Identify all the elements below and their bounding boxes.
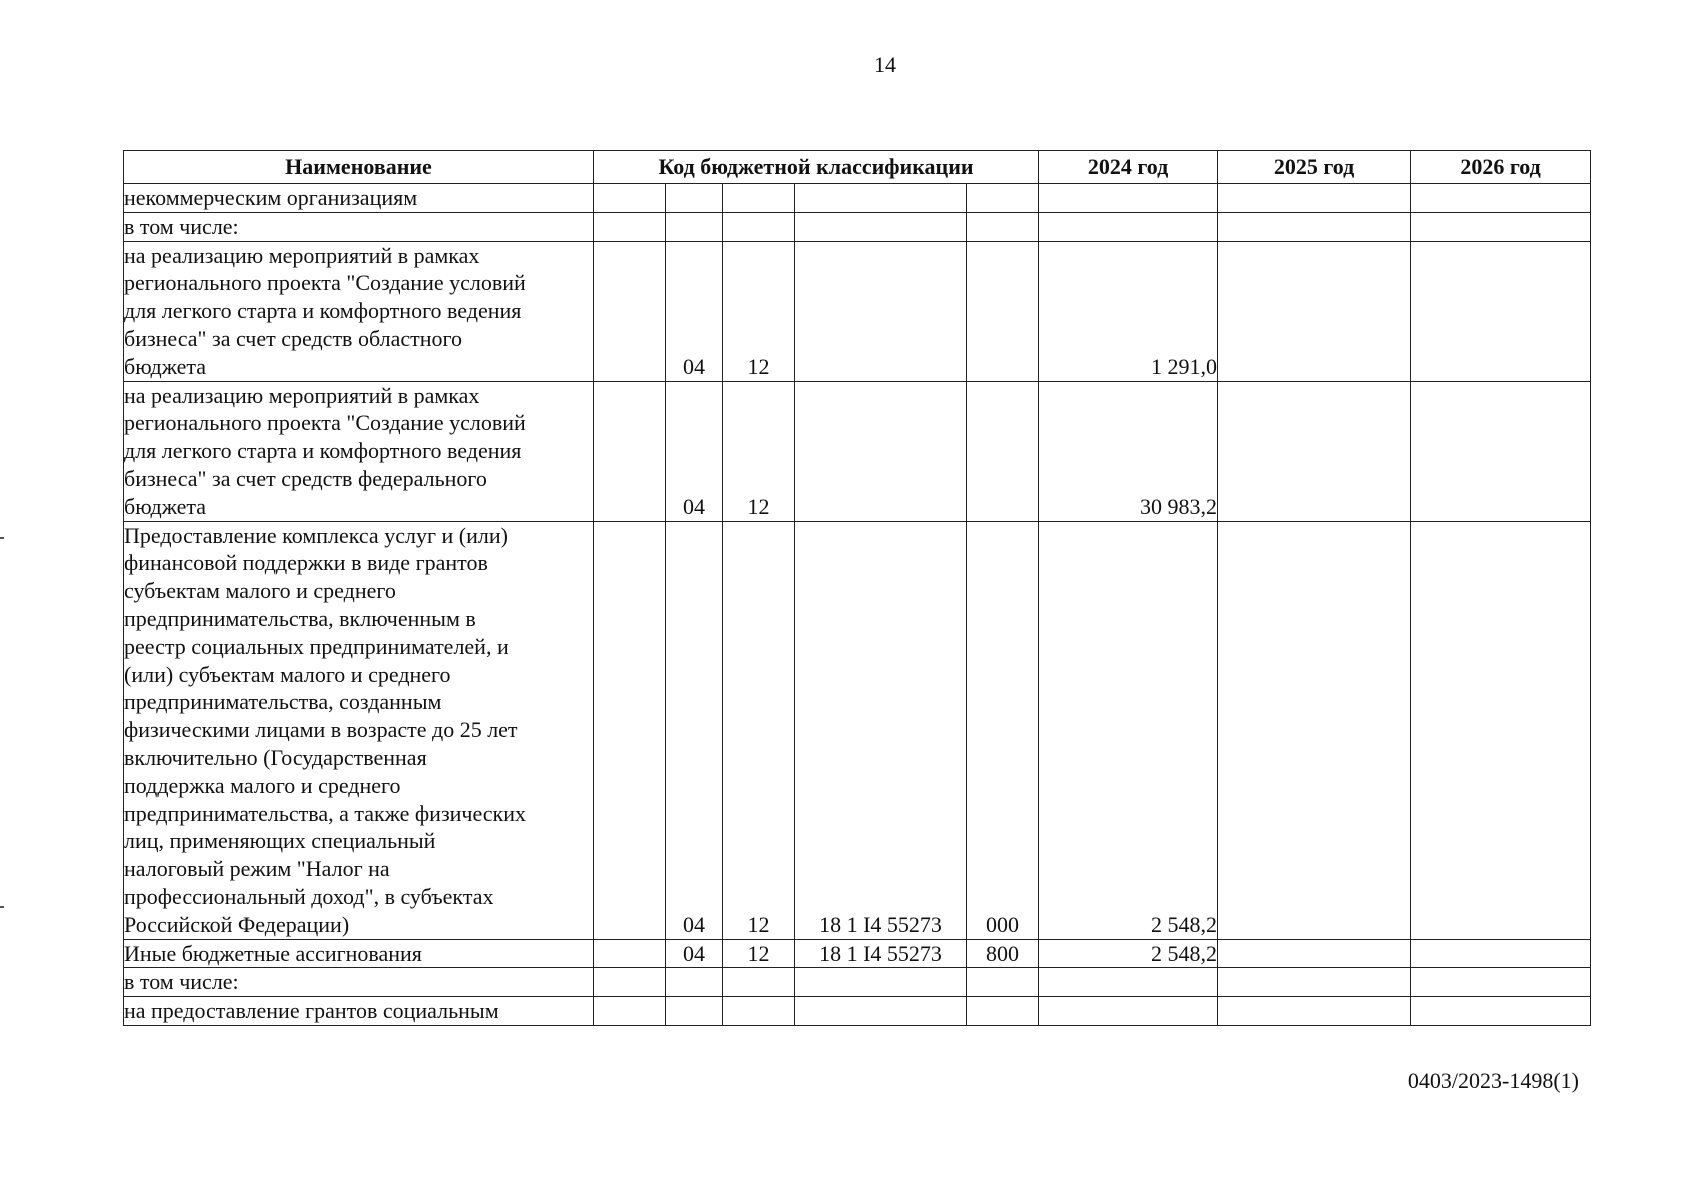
cell-code-subsection: 12 bbox=[723, 241, 795, 381]
cell-name: в том числе: bbox=[124, 212, 594, 241]
cell-code-section bbox=[666, 968, 723, 997]
cell-2026 bbox=[1411, 381, 1591, 521]
cell-2025 bbox=[1218, 968, 1411, 997]
cell-code-section bbox=[666, 212, 723, 241]
cell-code-section bbox=[666, 997, 723, 1026]
cell-2024: 2 548,2 bbox=[1039, 521, 1218, 939]
cell-code-target bbox=[795, 212, 967, 241]
scan-edge-mark bbox=[0, 906, 4, 908]
cell-code-section: 04 bbox=[666, 381, 723, 521]
cell-code-section: 04 bbox=[666, 241, 723, 381]
page-number: 14 bbox=[874, 52, 896, 77]
cell-2025 bbox=[1218, 381, 1411, 521]
table-row bbox=[124, 968, 1591, 997]
cell-2025 bbox=[1218, 212, 1411, 241]
cell-code-subsection: 12 bbox=[723, 939, 795, 968]
table-row bbox=[124, 241, 1591, 381]
cell-2024: 30 983,2 bbox=[1039, 381, 1218, 521]
table-row bbox=[124, 184, 1591, 213]
table-body bbox=[124, 184, 1591, 1026]
cell-2024 bbox=[1039, 968, 1218, 997]
cell-code-1 bbox=[594, 184, 666, 213]
cell-code-subsection: 12 bbox=[723, 381, 795, 521]
table-row bbox=[124, 521, 1591, 939]
cell-code-expense-type bbox=[967, 212, 1039, 241]
cell-code-subsection bbox=[723, 997, 795, 1026]
scan-edge-mark bbox=[0, 537, 4, 539]
cell-code-target bbox=[795, 184, 967, 213]
cell-2025 bbox=[1218, 939, 1411, 968]
cell-2026 bbox=[1411, 521, 1591, 939]
cell-code-subsection: 12 bbox=[723, 521, 795, 939]
cell-name: в том числе: bbox=[124, 968, 594, 997]
cell-code-1 bbox=[594, 968, 666, 997]
table-row bbox=[124, 212, 1591, 241]
header-code: Код бюджетной классификации bbox=[594, 151, 1039, 184]
header-2024: 2024 год bbox=[1039, 151, 1218, 184]
header-name: Наименование bbox=[124, 151, 594, 184]
cell-2026 bbox=[1411, 212, 1591, 241]
cell-2024: 2 548,2 bbox=[1039, 939, 1218, 968]
table-row bbox=[124, 939, 1591, 968]
cell-code-expense-type bbox=[967, 381, 1039, 521]
cell-code-1 bbox=[594, 939, 666, 968]
cell-name: на реализацию мероприятий в рамках регионального проекта "Создание условий для легкого старта и комфортного ведения бизнеса" за счет средств федерального бюджета bbox=[124, 381, 594, 521]
cell-2026 bbox=[1411, 939, 1591, 968]
cell-2025 bbox=[1218, 184, 1411, 213]
cell-code-target bbox=[795, 381, 967, 521]
cell-code-expense-type bbox=[967, 968, 1039, 997]
cell-code-expense-type: 800 bbox=[967, 939, 1039, 968]
document-code: 0403/2023-1498(1) bbox=[1407, 1068, 1579, 1093]
cell-2025 bbox=[1218, 241, 1411, 381]
budget-table bbox=[123, 150, 1591, 1026]
cell-code-1 bbox=[594, 212, 666, 241]
cell-2025 bbox=[1218, 521, 1411, 939]
cell-2025 bbox=[1218, 997, 1411, 1026]
cell-2024 bbox=[1039, 997, 1218, 1026]
table-row bbox=[124, 381, 1591, 521]
cell-2026 bbox=[1411, 241, 1591, 381]
table-row bbox=[124, 997, 1591, 1026]
cell-code-subsection bbox=[723, 184, 795, 213]
cell-code-1 bbox=[594, 241, 666, 381]
cell-code-expense-type bbox=[967, 997, 1039, 1026]
cell-code-target: 18 1 I4 55273 bbox=[795, 521, 967, 939]
cell-code-expense-type: 000 bbox=[967, 521, 1039, 939]
cell-2026 bbox=[1411, 968, 1591, 997]
cell-code-target: 18 1 I4 55273 bbox=[795, 939, 967, 968]
cell-code-1 bbox=[594, 381, 666, 521]
cell-name: на предоставление грантов социальным bbox=[124, 997, 594, 1026]
cell-code-section: 04 bbox=[666, 521, 723, 939]
header-2026: 2026 год bbox=[1411, 151, 1591, 184]
cell-name: на реализацию мероприятий в рамках регионального проекта "Создание условий для легкого старта и комфортного ведения бизнеса" за счет средств областного бюджета bbox=[124, 241, 594, 381]
cell-code-section bbox=[666, 184, 723, 213]
cell-code-1 bbox=[594, 997, 666, 1026]
table-header-row bbox=[124, 151, 1591, 184]
cell-name: Предоставление комплекса услуг и (или) финансовой поддержки в виде грантов субъектам малого и среднего предпринимательства, включенным в реестр социальных предпринимателей, и (или) субъектам малого и среднего предпринимательства, созданным физическими лицами в возрасте до 25 лет включительно (Государственная поддержка малого и среднего предпринимательства, а также физических лиц, применяющих специальный налоговый режим "Налог на профессиональный доход", в субъектах Российской Федерации) bbox=[124, 521, 594, 939]
cell-code-target bbox=[795, 241, 967, 381]
cell-code-expense-type bbox=[967, 241, 1039, 381]
cell-2026 bbox=[1411, 997, 1591, 1026]
cell-name: Иные бюджетные ассигнования bbox=[124, 939, 594, 968]
cell-code-subsection bbox=[723, 968, 795, 997]
cell-2024: 1 291,0 bbox=[1039, 241, 1218, 381]
cell-code-expense-type bbox=[967, 184, 1039, 213]
header-2025: 2025 год bbox=[1218, 151, 1411, 184]
cell-code-target bbox=[795, 997, 967, 1026]
cell-code-section: 04 bbox=[666, 939, 723, 968]
cell-2024 bbox=[1039, 212, 1218, 241]
cell-code-target bbox=[795, 968, 967, 997]
cell-2024 bbox=[1039, 184, 1218, 213]
cell-code-1 bbox=[594, 521, 666, 939]
cell-name: некоммерческим организациям bbox=[124, 184, 594, 213]
cell-2026 bbox=[1411, 184, 1591, 213]
cell-code-subsection bbox=[723, 212, 795, 241]
